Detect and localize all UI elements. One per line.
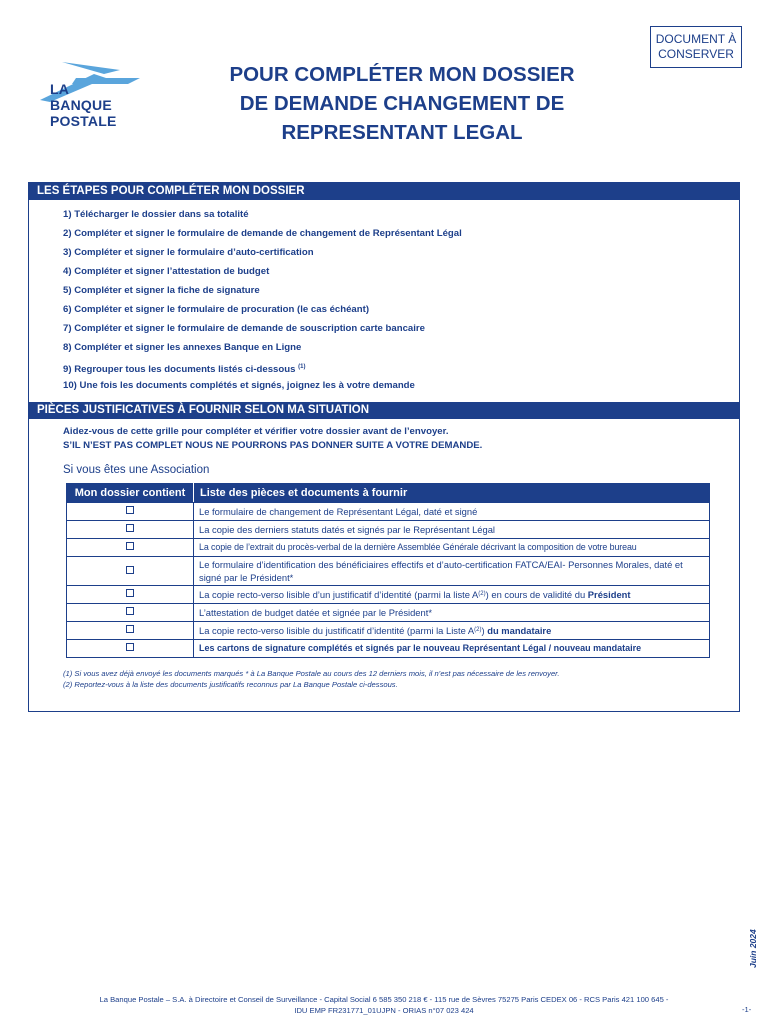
page-number: -1-	[742, 1005, 752, 1014]
document-text: Le formulaire de changement de Représentant Légal, daté et signé	[199, 506, 478, 517]
steps-section-heading: LES ÉTAPES POUR COMPLÉTER MON DOSSIER	[29, 183, 739, 200]
checkbox-cell[interactable]	[67, 539, 194, 557]
document-cell	[194, 640, 710, 658]
document-cell	[194, 503, 710, 521]
checkbox-icon[interactable]	[126, 566, 134, 574]
step-item: 5) Compléter et signer la fiche de signature	[63, 285, 260, 296]
checkbox-cell[interactable]	[67, 521, 194, 539]
badge-line-1: DOCUMENT À	[655, 32, 737, 46]
logo-line-2: BANQUE	[50, 97, 112, 113]
footnote-1: (1) Si vous avez déjà envoyé les documents marqués * à La Banque Postale au cours des 12 derniers mois, il n’est pas nécessaire de les renvoyer.	[63, 669, 560, 678]
document-text: Le formulaire d’identification des bénéficiaires effectifs et d’auto-certification FATCA/EAI- Personnes Morales, daté et signé par le Président*	[199, 559, 683, 583]
document-text-cont: ) en cours de validité du	[485, 589, 588, 600]
table-row	[67, 521, 710, 539]
page-title	[200, 60, 604, 147]
table-row	[67, 557, 710, 586]
step-item: 6) Compléter et signer le formulaire de procuration (le cas échéant)	[63, 304, 370, 315]
checkbox-cell[interactable]	[67, 622, 194, 640]
column-header-contains: Mon dossier contient	[67, 484, 194, 503]
note-ref: (2)	[474, 627, 482, 633]
title-line-3: REPRESENTANT LEGAL	[281, 121, 523, 144]
footer-line-1: La Banque Postale – S.A. à Directoire et Conseil de Surveillance - Capital Social 6 585 350 218 € - 115 rue de Sèvres 75275 Paris CEDEX 06 - RCS Paris 421 100 645 -	[99, 995, 669, 1004]
step-item: 1) Télécharger le dossier dans sa totalité	[63, 209, 249, 220]
document-text-bold: Président	[587, 589, 631, 600]
documents-table	[66, 483, 710, 658]
table-row	[67, 586, 710, 604]
checkbox-cell[interactable]	[67, 503, 194, 521]
document-cell	[194, 557, 710, 586]
step-item: 3) Compléter et signer le formulaire d’auto-certification	[63, 247, 314, 258]
document-text: La copie recto-verso lisible du justificatif d’identité (parmi la Liste A	[199, 625, 475, 636]
table-row	[67, 539, 710, 557]
logo-wordmark	[50, 82, 116, 130]
document-cell	[194, 539, 710, 557]
legal-footer	[0, 994, 768, 1016]
document-text: La copie de l’extrait du procès-verbal de la dernière Assemblée Générale décrivant la composition de votre bureau	[199, 542, 637, 552]
intro-line-1: Aidez-vous de cette grille pour compléter et vérifier votre dossier avant de l’envoyer.	[63, 426, 449, 437]
footnote-2: (2) Reportez-vous à la liste des documents justificatifs reconnus par La Banque Postale ci-dessous.	[63, 680, 398, 689]
logo-line-3: POSTALE	[50, 113, 117, 129]
association-subheading: Si vous êtes une Association	[63, 464, 210, 476]
step-item: 2) Compléter et signer le formulaire de demande de changement de Représentant Légal	[63, 228, 462, 239]
document-text: La copie des derniers statuts datés et signés par le Représentant Légal	[199, 524, 496, 535]
footer-line-2: IDU EMP FR231771_01UJPN - ORIAS n°07 023 424	[294, 1006, 474, 1015]
document-cell	[194, 586, 710, 604]
documents-intro	[63, 425, 482, 453]
documents-section-heading: PIÈCES JUSTIFICATIVES À FOURNIR SELON MA SITUATION	[29, 402, 739, 419]
checkbox-cell[interactable]	[67, 557, 194, 586]
step-item-9	[63, 360, 462, 379]
title-line-2: DE DEMANDE CHANGEMENT DE	[239, 92, 565, 115]
document-text-cont: )	[481, 625, 488, 636]
step-9-text: 9) Regrouper tous les documents listés ci-dessous	[63, 364, 296, 375]
badge-line-2: CONSERVER	[658, 47, 734, 61]
step-item: 8) Compléter et signer les annexes Banque en Ligne	[63, 342, 302, 353]
document-cell	[194, 604, 710, 622]
checkbox-icon[interactable]	[126, 607, 134, 615]
checkbox-icon[interactable]	[126, 542, 134, 550]
document-text: L’attestation de budget datée et signée par le Président*	[199, 607, 432, 618]
table-row	[67, 622, 710, 640]
table-row	[67, 503, 710, 521]
checkbox-icon[interactable]	[126, 589, 134, 597]
logo-line-1: LA	[50, 81, 70, 97]
steps-list	[63, 208, 462, 398]
checkbox-icon[interactable]	[126, 643, 134, 651]
step-item: 7) Compléter et signer le formulaire de demande de souscription carte bancaire	[63, 323, 426, 334]
step-item: 4) Compléter et signer l’attestation de budget	[63, 266, 270, 277]
footnotes	[63, 668, 560, 690]
title-line-1: POUR COMPLÉTER MON DOSSIER	[229, 63, 575, 86]
checkbox-cell[interactable]	[67, 586, 194, 604]
document-cell	[194, 521, 710, 539]
step-9-note-ref: (1)	[298, 364, 306, 370]
checkbox-cell[interactable]	[67, 640, 194, 658]
checklist-frame	[28, 182, 740, 712]
table-row	[67, 604, 710, 622]
document-text: La copie recto-verso lisible d’un justificatif d’identité (parmi la liste A	[199, 589, 479, 600]
checkbox-icon[interactable]	[126, 506, 134, 514]
document-to-keep-badge	[650, 26, 742, 68]
checkbox-icon[interactable]	[126, 625, 134, 633]
checkbox-cell[interactable]	[67, 604, 194, 622]
document-text-bold: du mandataire	[487, 625, 552, 636]
table-row	[67, 640, 710, 658]
document-cell	[194, 622, 710, 640]
note-ref: (2)	[478, 591, 486, 597]
intro-line-2: S’IL N’EST PAS COMPLET NOUS NE POURRONS PAS DONNER SUITE A VOTRE DEMANDE.	[63, 440, 483, 451]
column-header-documents: Liste des pièces et documents à fournir	[194, 484, 710, 503]
edition-date: Juin 2024	[748, 929, 758, 968]
checkbox-icon[interactable]	[126, 524, 134, 532]
document-text-bold: Les cartons de signature complétés et signés par le nouveau Représentant Légal / nouveau mandataire	[199, 643, 642, 653]
step-item: 10) Une fois les documents complétés et signés, joignez les à votre demande	[63, 380, 415, 391]
